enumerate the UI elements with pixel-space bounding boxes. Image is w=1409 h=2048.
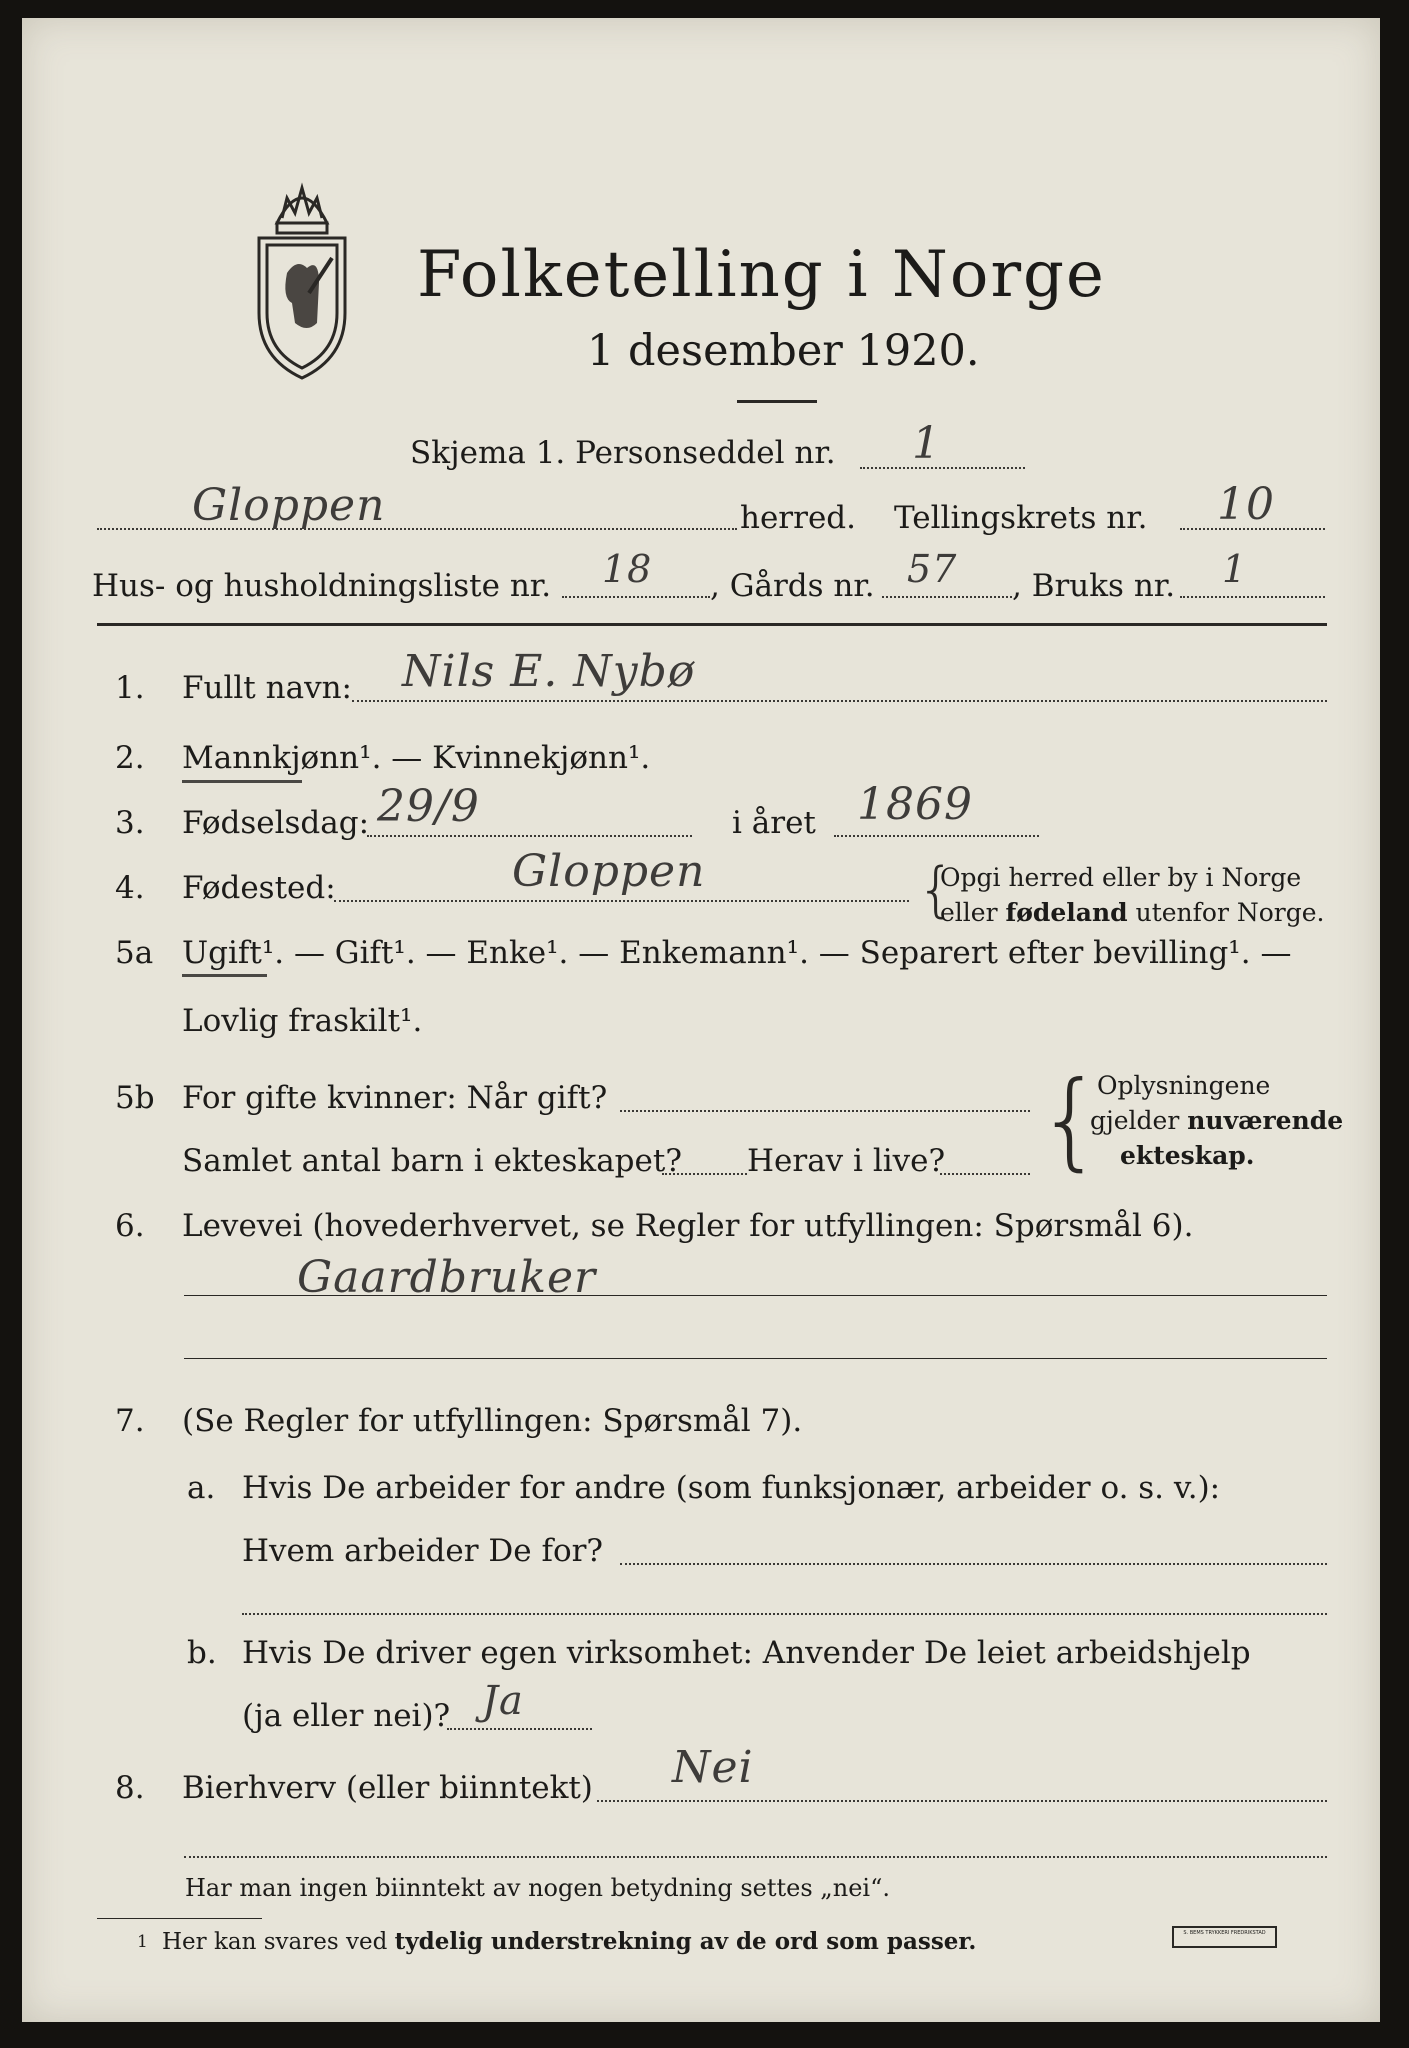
title-rule	[737, 400, 817, 403]
q3-number: 3.	[115, 805, 145, 841]
printer-stamp: S. BEMS TRYKKERI FREDRIKSTAD	[1172, 1926, 1277, 1948]
q4-number: 4.	[115, 870, 145, 906]
q5a-underline-mark	[182, 974, 267, 977]
q7a-line	[620, 1563, 1327, 1565]
q4-label: Fødested:	[182, 870, 336, 906]
header-divider	[97, 623, 1327, 626]
q5b-brace: {	[1037, 1059, 1104, 1181]
q5b-married-line	[620, 1110, 1030, 1112]
q4-brace: {	[917, 855, 956, 925]
q7-number: 7.	[115, 1403, 145, 1439]
q7b-line2: (ja eller nei)?	[242, 1698, 451, 1734]
q6-number: 6.	[115, 1208, 145, 1244]
bruks-label: , Bruks nr.	[1012, 568, 1176, 604]
secondary-income-value: Nei	[672, 1742, 754, 1793]
q4-line	[334, 900, 909, 902]
q7a-line1: Hvis De arbeider for andre (som funksjonær, arbeider o. s. v.):	[242, 1470, 1221, 1506]
nei-note: Har man ingen biinntekt av nogen betydning settes „nei“.	[185, 1874, 890, 1902]
q5b-line2a: Samlet antal barn i ekteskapet?	[182, 1143, 682, 1179]
birthplace-value: Gloppen	[512, 846, 706, 897]
q5b-children-line	[662, 1173, 747, 1175]
census-form	[22, 18, 1380, 2022]
hus-value: 18	[602, 547, 653, 591]
q8-line	[597, 1800, 1327, 1802]
q1-line	[352, 700, 1327, 702]
q6-label: Levevei (hovederhvervet, se Regler for utfyllingen: Spørsmål 6).	[182, 1208, 1194, 1244]
hus-line	[562, 596, 710, 598]
q5b-note-line1: Oplysningene	[1097, 1071, 1271, 1100]
q5b-line1: For gifte kvinner: Når gift?	[182, 1080, 608, 1116]
q2-label: Mannkjønn¹. — Kvinnekjønn¹.	[182, 740, 651, 776]
q4-note-line1: Opgi herred eller by i Norge	[940, 863, 1302, 892]
coat-of-arms-icon	[247, 163, 357, 383]
q5b-note-line3: ekteskap.	[1120, 1141, 1255, 1170]
q8-label: Bierhverv (eller biinntekt)	[182, 1770, 593, 1806]
bruks-value: 1	[1222, 547, 1248, 591]
q5a-line2: Lovlig fraskilt¹.	[182, 1003, 423, 1039]
gards-line	[882, 596, 1012, 598]
birth-year-value: 1869	[857, 779, 973, 830]
q5b-note-line2: gjelder nuværende	[1090, 1106, 1344, 1135]
hired-help-value: Ja	[482, 1678, 524, 1724]
q7-label: (Se Regler for utfyllingen: Spørsmål 7).	[182, 1403, 803, 1439]
q2-underline-mark	[182, 780, 302, 783]
full-name-value: Nils E. Nybø	[402, 646, 696, 697]
footnote-text: Her kan svares ved tydelig understrekning av de ord som passer.	[162, 1928, 977, 1955]
personseddel-value: 1	[912, 418, 941, 469]
year-label: i året	[732, 805, 816, 841]
q5b-line2b: Herav i live?	[747, 1143, 946, 1179]
q6-line2	[184, 1358, 1327, 1359]
q8-number: 8.	[115, 1770, 145, 1806]
schema-line	[860, 467, 1025, 469]
herred-value: Gloppen	[192, 480, 386, 531]
q1-label: Fullt navn:	[182, 670, 352, 706]
q7b-line	[447, 1728, 592, 1730]
q8-line-extra	[184, 1856, 1327, 1858]
q1-number: 1.	[115, 670, 145, 706]
birthday-value: 29/9	[377, 781, 480, 832]
form-title: Folketelling i Norge	[417, 238, 1106, 312]
occupation-value: Gaardbruker	[297, 1252, 597, 1303]
year-line	[834, 835, 1039, 837]
footnote-mark: 1	[137, 1932, 148, 1952]
q7b-letter: b.	[187, 1635, 217, 1671]
hus-label: Hus- og husholdningsliste nr.	[92, 568, 552, 604]
herred-label: herred.	[740, 500, 856, 536]
q5b-alive-line	[940, 1173, 1030, 1175]
schema-label: Skjema 1. Personseddel nr.	[410, 435, 836, 471]
q7a-line2: Hvem arbeider De for?	[242, 1533, 604, 1569]
census-date: 1 desember 1920.	[587, 326, 980, 376]
q7a-letter: a.	[187, 1470, 216, 1506]
krets-value: 10	[1217, 479, 1275, 530]
q4-note-line2: eller fødeland utenfor Norge.	[940, 898, 1325, 927]
q3-label: Fødselsdag:	[182, 805, 370, 841]
q5a-line1: Ugift¹. — Gift¹. — Enke¹. — Enkemann¹. — Separert efter bevilling¹. —	[182, 935, 1292, 971]
gards-value: 57	[907, 547, 958, 591]
krets-label: Tellingskrets nr.	[894, 500, 1148, 536]
q3-line	[367, 835, 692, 837]
q7a-line-extra	[242, 1613, 1327, 1615]
q5a-number: 5a	[115, 935, 154, 971]
bruks-line	[1180, 596, 1325, 598]
gards-label: , Gårds nr.	[710, 568, 875, 604]
q5b-number: 5b	[115, 1080, 155, 1116]
q7b-line1: Hvis De driver egen virksomhet: Anvender De leiet arbeidshjelp	[242, 1635, 1251, 1671]
footnote-rule	[97, 1918, 262, 1919]
q2-number: 2.	[115, 740, 145, 776]
